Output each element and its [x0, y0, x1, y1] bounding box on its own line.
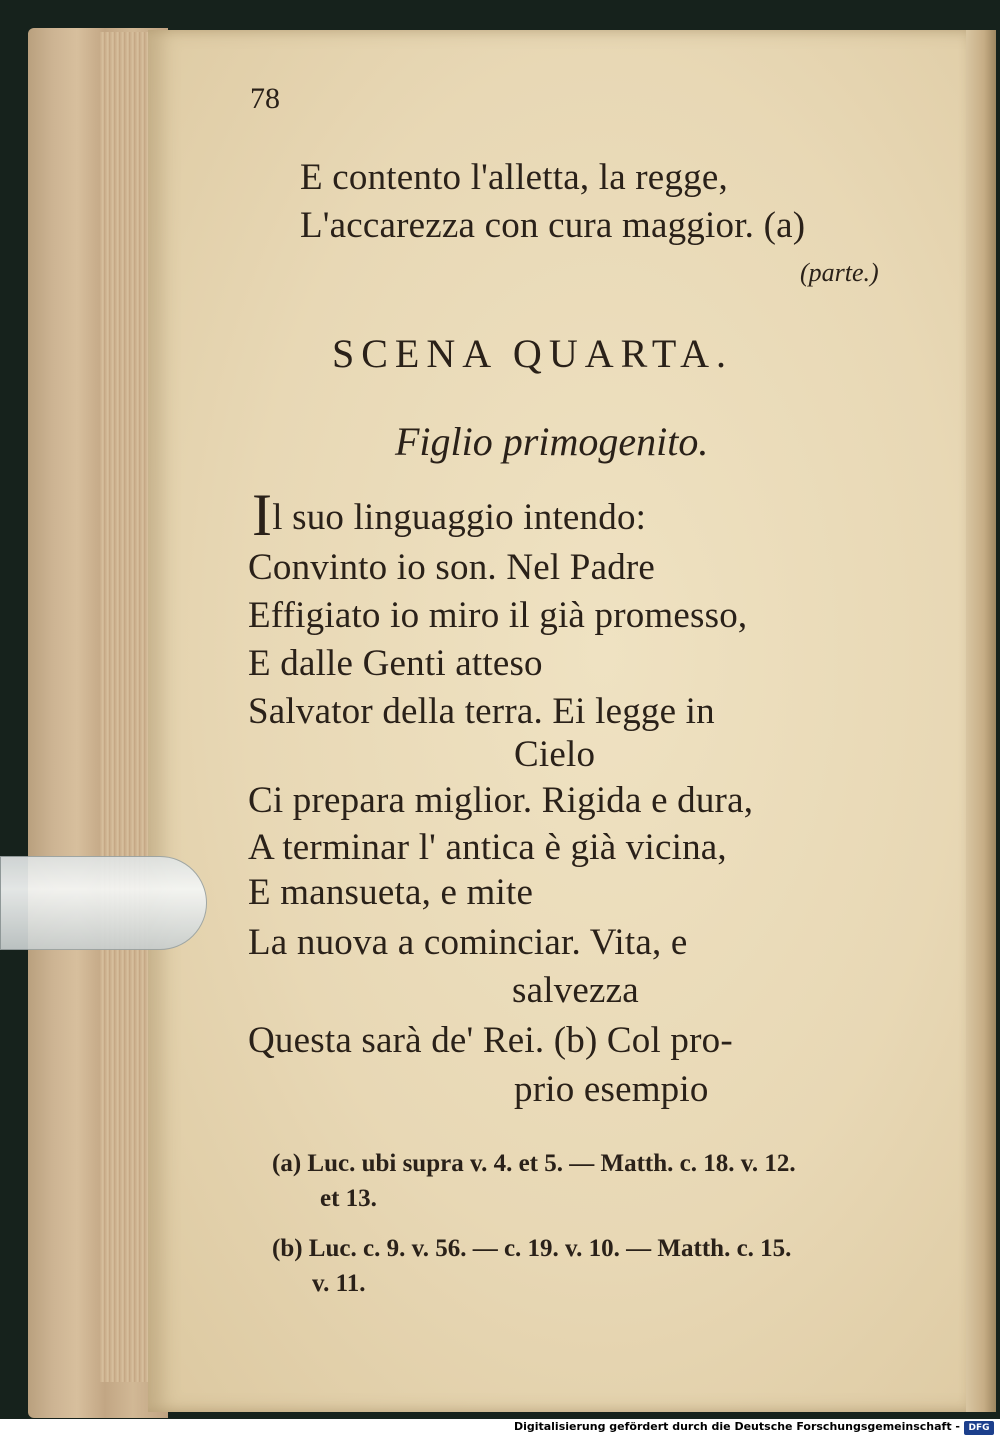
speech-line: Ci prepara miglior. Rigida e dura,	[248, 780, 754, 821]
scene-title: SCENA QUARTA.	[332, 331, 733, 376]
footnote-a-continuation: et 13.	[320, 1185, 377, 1212]
page-number: 78	[250, 82, 280, 115]
speech-line: E mansueta, e mite	[248, 872, 534, 913]
speech-line: Effigiato io miro il già promesso,	[248, 595, 748, 636]
speech-line: A terminar l' antica è già vicina,	[248, 827, 727, 868]
footnote-b: (b) Luc. c. 9. v. 56. — c. 19. v. 10. — Matth. c. 15.	[272, 1235, 792, 1262]
speech-line: Salvator della terra. Ei legge in	[248, 691, 715, 732]
speech-line: Questa sarà de' Rei. (b) Col pro-	[248, 1020, 733, 1061]
footnote-b-continuation: v. 11.	[312, 1270, 366, 1297]
speech-line-first-text: l suo linguaggio intendo:	[272, 497, 647, 538]
speech-line-continuation: prio esempio	[514, 1069, 709, 1110]
stage-direction: (parte.)	[800, 258, 879, 287]
speech-line: Convinto io son. Nel Padre	[248, 547, 656, 588]
speech-line: La nuova a cominciar. Vita, e	[248, 922, 688, 963]
digitization-footer	[0, 1419, 1000, 1439]
funding-credit: Digitalisierung gefördert durch die Deutsche Forschungsgemeinschaft -	[513, 1420, 960, 1433]
speech-line-continuation: salvezza	[512, 970, 639, 1011]
verse-line: E contento l'alletta, la regge,	[300, 157, 728, 198]
footnote-a: (a) Luc. ubi supra v. 4. et 5. — Matth. c. 18. v. 12.	[272, 1150, 796, 1177]
page-clip	[0, 856, 207, 950]
speech-line-continuation: Cielo	[514, 734, 596, 775]
speaker-name: Figlio primogenito.	[395, 419, 709, 464]
speech-line: E dalle Genti atteso	[248, 643, 543, 684]
dfg-logo-icon: DFG	[964, 1421, 994, 1435]
verse-line: L'accarezza con cura maggior. (a)	[300, 205, 806, 246]
speech-line-first	[252, 482, 647, 548]
facing-page-edge	[966, 30, 996, 1412]
drop-cap: I	[252, 482, 273, 548]
